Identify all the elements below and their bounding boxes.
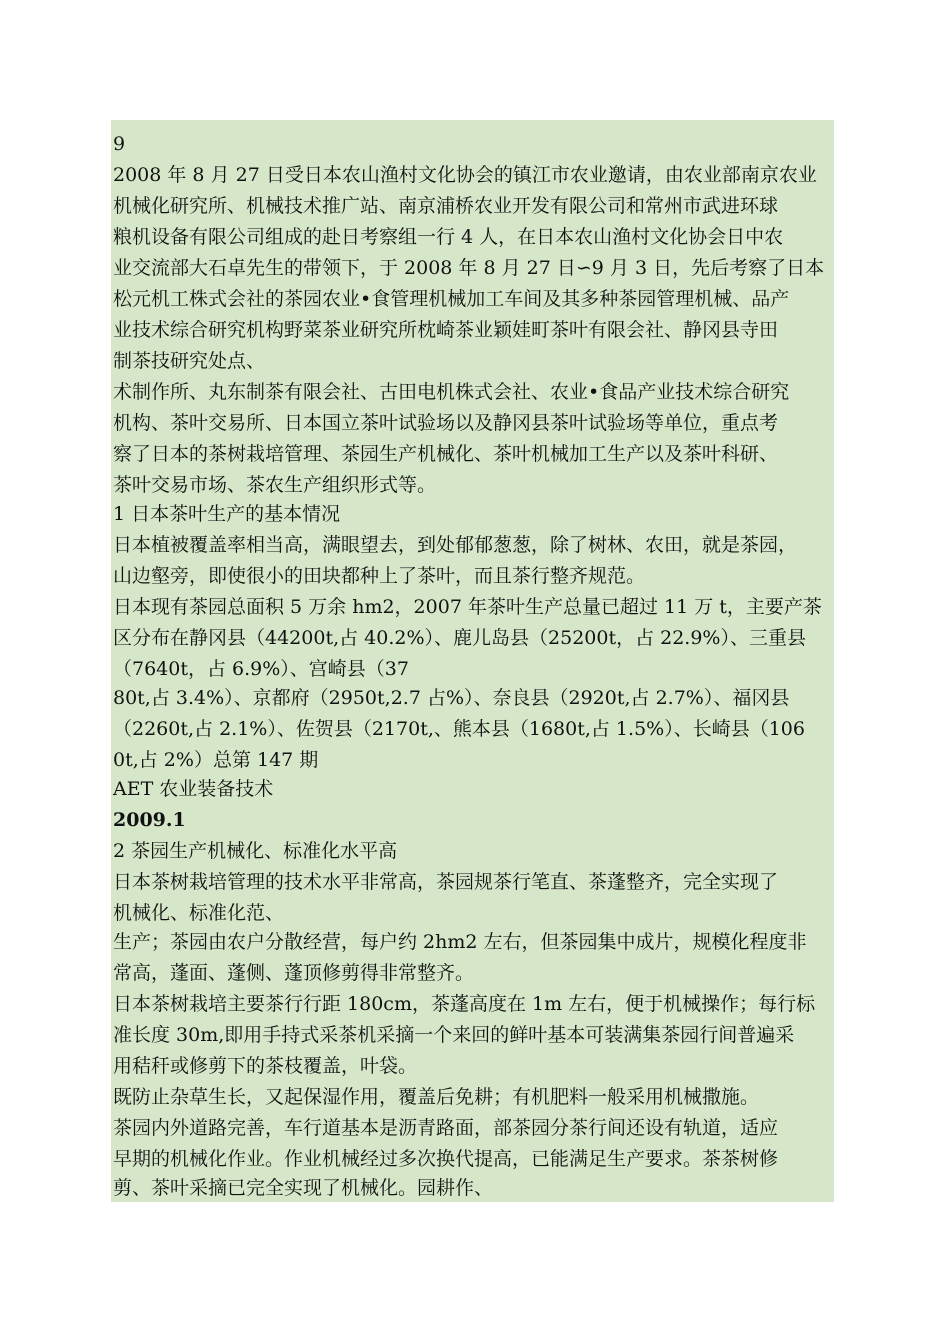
text-line: 机构、茶叶交易所、日本国立茶叶试验场以及静冈县茶叶试验场等单位，重点考 — [113, 412, 779, 434]
text-line: 既防止杂草生长，又起保湿作用，覆盖后免耕；有机肥料一般采用机械撒施。 — [113, 1086, 760, 1108]
journal-issue: 2009.1 — [113, 809, 186, 831]
text-line: 松元机工株式会社的茶园农业•食管理机械加工车间及其多种茶园管理机械、品产 — [113, 288, 790, 310]
text-line: 业交流部大石卓先生的带领下，于 2008 年 8 月 27 日∽9 月 3 日，先后考察了日本 — [113, 257, 825, 279]
text-line: 准长度 30m,即用手持式采茶机采摘一个来回的鲜叶基本可装满集茶园行间普遍采 — [113, 1024, 795, 1046]
text-line: 察了日本的茶树栽培管理、茶园生产机械化、茶叶机械加工生产以及茶叶科研、 — [113, 443, 779, 465]
journal-name: AET 农业装备技术 — [113, 778, 274, 800]
text-line: 业技术综合研究机构野菜茶业研究所枕崎茶业颖娃町茶叶有限会社、静冈县寺田 — [113, 319, 779, 341]
text-line: 2008 年 8 月 27 日受日本农山渔村文化协会的镇江市农业邀请，由农业部南京农业 — [113, 164, 817, 186]
text-line: 0t,占 2%）总第 147 期 — [113, 749, 319, 771]
document-text-block — [111, 120, 834, 1202]
text-line: 用秸秆或修剪下的茶枝覆盖，叶袋。 — [113, 1055, 418, 1077]
section-heading: 1 日本茶叶生产的基本情况 — [113, 503, 341, 525]
text-line: 日本植被覆盖率相当高，满眼望去，到处郁郁葱葱，除了树林、农田，就是茶园， — [113, 534, 798, 556]
text-line: 机械化、标准化范、 — [113, 902, 285, 924]
text-line: 日本茶树栽培主要茶行行距 180cm，茶蓬高度在 1m 左右，便于机械操作；每行标 — [113, 993, 816, 1015]
text-line: 山边壑旁，即使很小的田块都种上了茶叶，而且茶行整齐规范。 — [113, 565, 646, 587]
text-line: 茶叶交易市场、茶农生产组织形式等。 — [113, 474, 437, 496]
page-number: 9 — [113, 133, 126, 155]
text-line: 80t,占 3.4%）、京都府（2950t,2.7 占%）、奈良县（2920t,占 2.7%）、福冈县 — [113, 687, 790, 709]
text-line: 区分布在静冈县（44200t,占 40.2%）、鹿儿岛县（25200t，占 22.9%）、三重县 — [113, 627, 806, 649]
text-line: （2260t,占 2.1%）、佐贺县（2170t,、熊本县（1680t,占 1.5%）、长崎县（106 — [113, 718, 805, 740]
text-line: 生产；茶园由农户分散经营，每户约 2hm2 左右，但茶园集中成片，规模化程度非 — [113, 931, 807, 953]
text-line: 制茶技研究处点、 — [113, 350, 266, 372]
text-line: 术制作所、丸东制茶有限会社、古田电机株式会社、农业•食品产业技术综合研究 — [113, 381, 790, 403]
text-line: 日本茶树栽培管理的技术水平非常高，茶园规茶行笔直、茶蓬整齐，完全实现了 — [113, 871, 779, 893]
text-line: 茶园内外道路完善，车行道基本是沥青路面，部茶园分茶行间还设有轨道，适应 — [113, 1117, 779, 1139]
text-line: 日本现有茶园总面积 5 万余 hm2，2007 年茶叶生产总量已超过 11 万 t，主要产茶 — [113, 596, 822, 618]
text-line: 常高，蓬面、蓬侧、蓬顶修剪得非常整齐。 — [113, 962, 475, 984]
text-line: 机械化研究所、机械技术推广站、南京浦桥农业开发有限公司和常州市武进环球 — [113, 195, 779, 217]
text-line: 粮机设备有限公司组成的赴日考察组一行 4 人，在日本农山渔村文化协会日中农 — [113, 226, 784, 248]
text-line: （7640t，占 6.9%）、宫崎县（37 — [113, 658, 409, 680]
text-line: 早期的机械化作业。作业机械经过多次换代提高，已能满足生产要求。茶茶树修 — [113, 1148, 779, 1170]
section-heading: 2 茶园生产机械化、标准化水平高 — [113, 840, 398, 862]
text-line: 剪、茶叶采摘已完全实现了机械化。园耕作、 — [113, 1177, 494, 1199]
